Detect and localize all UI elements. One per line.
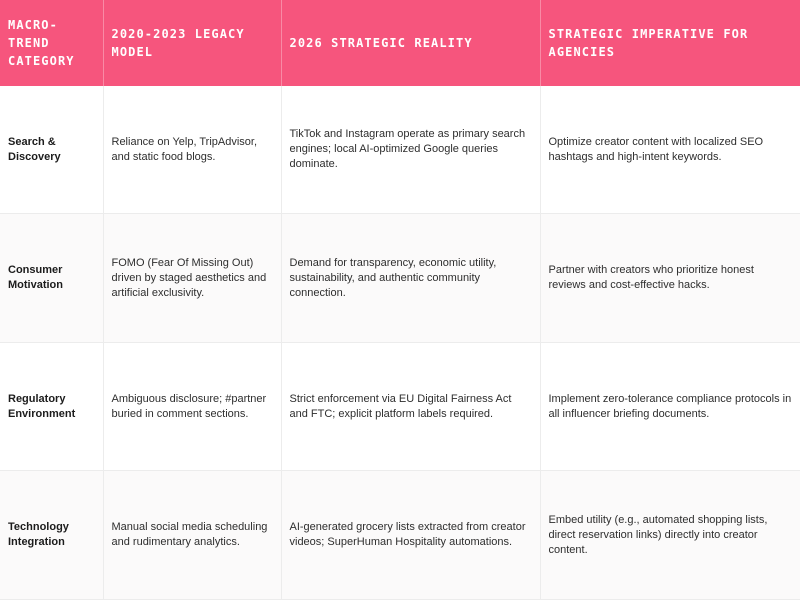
table-row bbox=[0, 471, 800, 600]
header-strategic-reality: 2026 STRATEGIC REALITY bbox=[281, 0, 540, 86]
imperative-cell: Optimize creator content with localized SEO hashtags and high-intent keywords. bbox=[540, 86, 800, 214]
category-cell: Search & Discovery bbox=[0, 86, 103, 214]
reality-cell: Demand for transparency, economic utility, sustainability, and authentic community connection. bbox=[281, 214, 540, 343]
category-cell: Technology Integration bbox=[0, 471, 103, 600]
imperative-cell: Partner with creators who prioritize honest reviews and cost-effective hacks. bbox=[540, 214, 800, 343]
table-row bbox=[0, 214, 800, 343]
table-row bbox=[0, 86, 800, 214]
table-row bbox=[0, 342, 800, 471]
imperative-cell: Implement zero-tolerance compliance protocols in all influencer briefing documents. bbox=[540, 342, 800, 471]
legacy-cell: FOMO (Fear Of Missing Out) driven by staged aesthetics and artificial exclusivity. bbox=[103, 214, 281, 343]
header-strategic-imperative: STRATEGIC IMPERATIVE FOR AGENCIES bbox=[540, 0, 800, 86]
category-cell: Regulatory Environment bbox=[0, 342, 103, 471]
reality-cell: TikTok and Instagram operate as primary search engines; local AI-optimized Google queries dominate. bbox=[281, 86, 540, 214]
reality-cell: AI-generated grocery lists extracted from creator videos; SuperHuman Hospitality automations. bbox=[281, 471, 540, 600]
legacy-cell: Manual social media scheduling and rudimentary analytics. bbox=[103, 471, 281, 600]
header-macro-trend-category: MACRO-TREND CATEGORY bbox=[0, 0, 103, 86]
table-header-row bbox=[0, 0, 800, 86]
legacy-cell: Reliance on Yelp, TripAdvisor, and static food blogs. bbox=[103, 86, 281, 214]
legacy-cell: Ambiguous disclosure; #partner buried in comment sections. bbox=[103, 342, 281, 471]
header-legacy-model: 2020-2023 LEGACY MODEL bbox=[103, 0, 281, 86]
category-cell: Consumer Motivation bbox=[0, 214, 103, 343]
imperative-cell: Embed utility (e.g., automated shopping lists, direct reservation links) directly into creator content. bbox=[540, 471, 800, 600]
reality-cell: Strict enforcement via EU Digital Fairness Act and FTC; explicit platform labels required. bbox=[281, 342, 540, 471]
